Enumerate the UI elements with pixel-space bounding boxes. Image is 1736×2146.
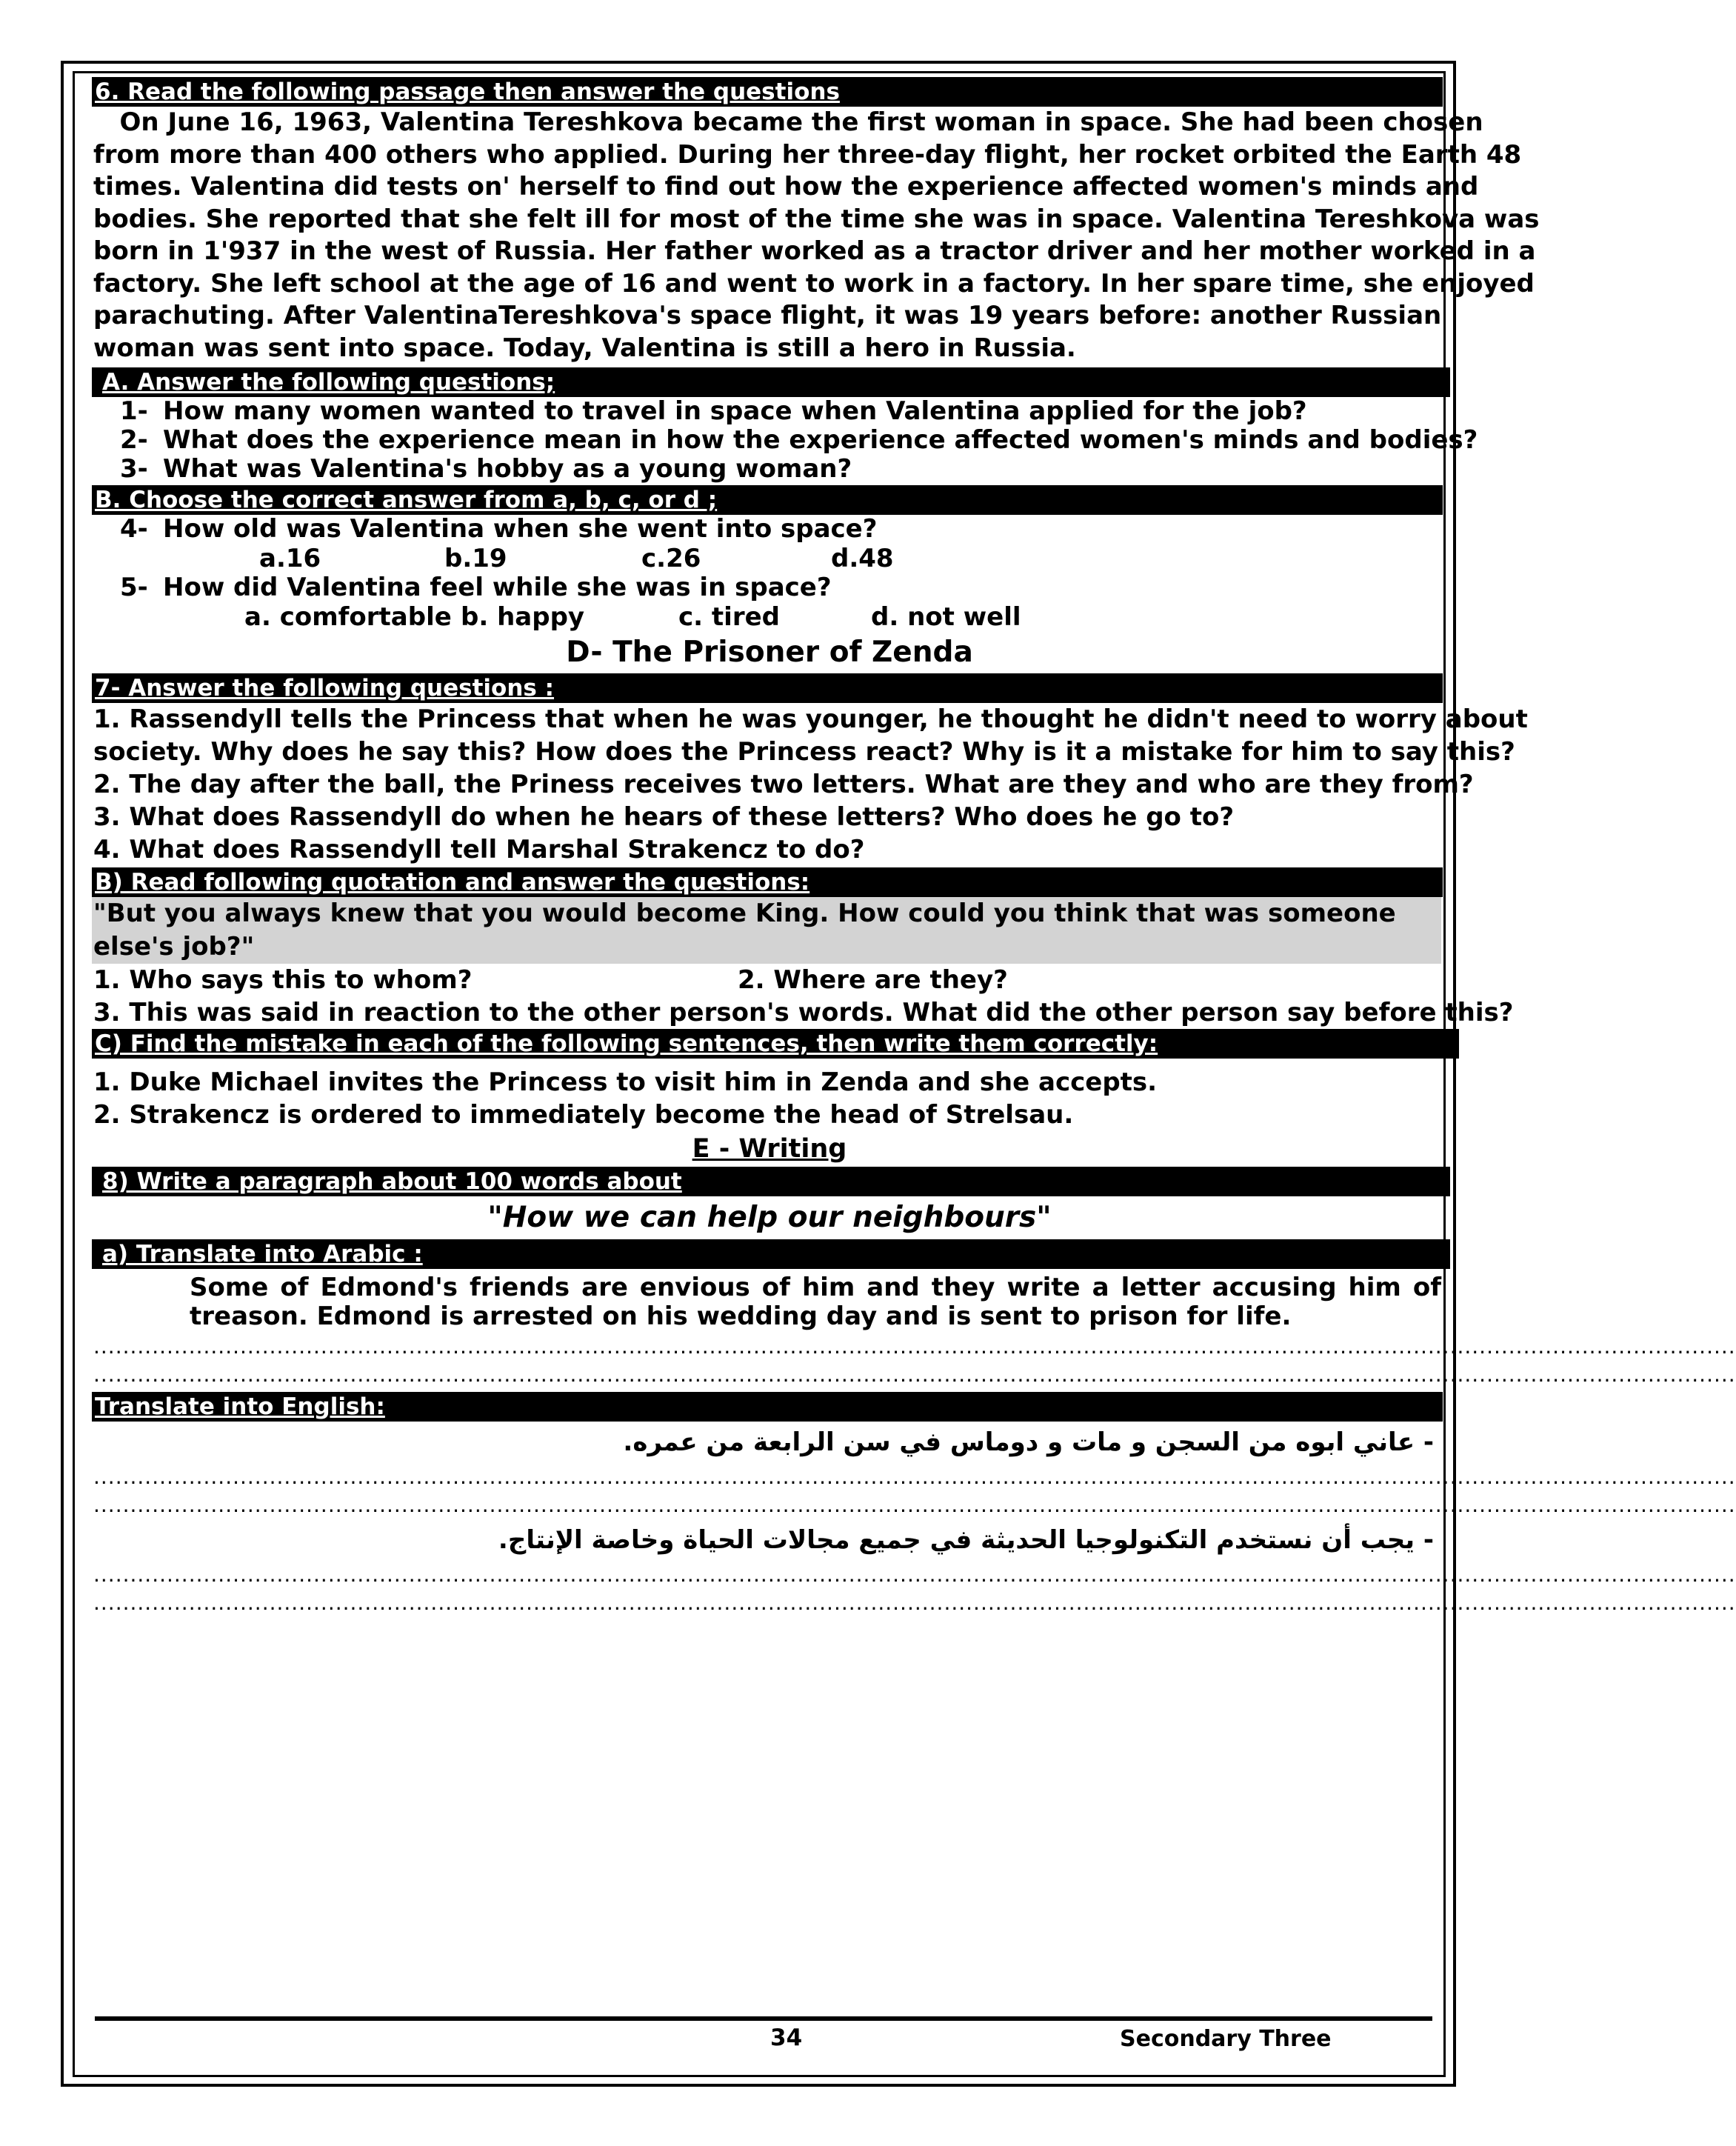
answer-line[interactable]: ................................................................................................................................................................................................................................ bbox=[93, 1590, 1736, 1615]
quote-question-3: 3. This was said in reaction to the other person's words. What did the other person say before this? bbox=[93, 998, 1514, 1027]
q6-heading: 6. Read the following passage then answer the questions bbox=[92, 77, 1443, 107]
choice-a: a.16 bbox=[259, 544, 321, 573]
question-item: 2- What does the experience mean in how the experience affected women's minds and bodies? bbox=[120, 425, 1478, 455]
answer-line[interactable]: ................................................................................................................................................................................................................................ bbox=[93, 1562, 1736, 1587]
passage-line: from more than 400 others who applied. During her three-day flight, her rocket orbited the Earth 48 bbox=[93, 139, 1522, 170]
question-item: 5- How did Valentina feel while she was in space? bbox=[120, 573, 832, 602]
answer-line[interactable]: ................................................................................................................................................................................................................................ bbox=[93, 1362, 1736, 1387]
choice-a: a. comfortable bbox=[244, 602, 452, 632]
q6-part-b-questions bbox=[93, 515, 1446, 632]
passage-line: bodies. She reported that she felt ill for most of the time she was in space. Valentina Tereshkova was bbox=[93, 204, 1540, 234]
choice-c: c. tired bbox=[678, 602, 780, 632]
quote-question-2: 2. Where are they? bbox=[738, 965, 1008, 995]
reading-passage bbox=[93, 107, 1540, 364]
find-mistake-heading: C) Find the mistake in each of the following sentences, then write them correctly: bbox=[92, 1029, 1459, 1059]
choice-d: d.48 bbox=[831, 544, 894, 573]
question-line: 1. Rassendyll tells the Princess that when he was younger, he thought he didn't need to worry about bbox=[93, 704, 1528, 734]
choice-c: c.26 bbox=[641, 544, 701, 573]
worksheet-content bbox=[93, 77, 1736, 1617]
question-item: 4- How old was Valentina when she went into space? bbox=[120, 514, 878, 544]
arabic-sentence: - يجب أن نستخدم التكنولوجيا الحديثة في جميع مجالات الحياة وخاصة الإنتاج. bbox=[498, 1525, 1434, 1555]
passage-line: factory. She left school at the age of 16 and went to work in a factory. In her spare time, she enjoyed bbox=[93, 268, 1535, 299]
footer-rule bbox=[95, 2016, 1432, 2021]
answer-line[interactable]: ................................................................................................................................................................................................................................ bbox=[93, 1464, 1736, 1489]
question-item: 1- How many women wanted to travel in space when Valentina applied for the job? bbox=[120, 396, 1307, 426]
choice-b: b.19 bbox=[444, 544, 507, 573]
section-d-title: D- The Prisoner of Zenda bbox=[566, 636, 973, 669]
translate-english-heading: Translate into English: bbox=[92, 1392, 1443, 1422]
passage-line: On June 16, 1963, Valentina Tereshkova became the first woman in space. She had been chosen bbox=[93, 107, 1483, 137]
quote-question-1: 1. Who says this to whom? bbox=[93, 965, 473, 995]
paragraph-topic: "How we can help our neighbours" bbox=[487, 1201, 1052, 1234]
choice-b: b. happy bbox=[461, 602, 585, 632]
q7-heading: 7- Answer the following questions : bbox=[92, 673, 1443, 703]
question-line: society. Why does he say this? How does the Princess react? Why is it a mistake for him to say this? bbox=[93, 737, 1515, 767]
quotation-heading: B) Read following quotation and answer the questions: bbox=[92, 867, 1443, 897]
english-passage: Some of Edmond's friends are envious of him and they write a letter accusing him of treason. Edmond is arrested on his wedding day and is sent to prison for life. bbox=[190, 1273, 1441, 1331]
footer-level-label: Secondary Three bbox=[1120, 2026, 1332, 2052]
answer-choices bbox=[93, 544, 1446, 573]
choice-d: d. not well bbox=[871, 602, 1021, 632]
q8-heading: 8) Write a paragraph about 100 words about bbox=[92, 1167, 1450, 1196]
answer-choices bbox=[93, 602, 1446, 632]
quotation-questions-row bbox=[93, 964, 1446, 996]
section-e-title: E - Writing bbox=[692, 1134, 847, 1164]
page-number: 34 bbox=[770, 2025, 803, 2051]
sentence-line: 2. Strakencz is ordered to immediately become the head of Strelsau. bbox=[93, 1100, 1074, 1130]
find-mistake-sentences bbox=[93, 1066, 1446, 1131]
answer-line[interactable]: ................................................................................................................................................................................................................................ bbox=[93, 1334, 1736, 1359]
question-item: 3- What was Valentina's hobby as a young woman? bbox=[120, 454, 852, 484]
quotation-box bbox=[92, 897, 1441, 964]
q7-questions bbox=[93, 703, 1528, 866]
q6-part-a-questions bbox=[93, 396, 1478, 484]
question-line: 3. What does Rassendyll do when he hears of these letters? Who does he go to? bbox=[93, 802, 1235, 832]
arabic-sentence: - عاني ابوه من السجن و مات و دوماس في سن الرابعة من عمره. bbox=[623, 1427, 1434, 1457]
q6-part-b-heading: B. Choose the correct answer from a, b, c, or d ; bbox=[92, 485, 1443, 515]
passage-line: woman was sent into space. Today, Valentina is still a hero in Russia. bbox=[93, 333, 1076, 363]
translate-arabic-heading: a) Translate into Arabic : bbox=[92, 1239, 1450, 1269]
passage-line: parachuting. After ValentinaTereshkova's space flight, it was 19 years before: another Russian bbox=[93, 301, 1442, 330]
sentence-line: 1. Duke Michael invites the Princess to visit him in Zenda and she accepts. bbox=[93, 1067, 1158, 1097]
passage-line: born in 1'937 in the west of Russia. Her father worked as a tractor driver and her mother worked in a bbox=[93, 236, 1536, 266]
question-line: 4. What does Rassendyll tell Marshal Strakencz to do? bbox=[93, 835, 865, 864]
passage-line: times. Valentina did tests on' herself to find out how the experience affected women's minds and bbox=[93, 172, 1479, 201]
q6-part-a-heading: A. Answer the following questions; bbox=[92, 367, 1450, 397]
quote-line: else's job?" bbox=[93, 932, 255, 962]
quote-line: "But you always knew that you would become King. How could you think that was someone bbox=[93, 899, 1396, 928]
question-line: 2. The day after the ball, the Priness receives two letters. What are they and who are they from? bbox=[93, 770, 1474, 799]
answer-line[interactable]: ................................................................................................................................................................................................................................ bbox=[93, 1493, 1736, 1517]
